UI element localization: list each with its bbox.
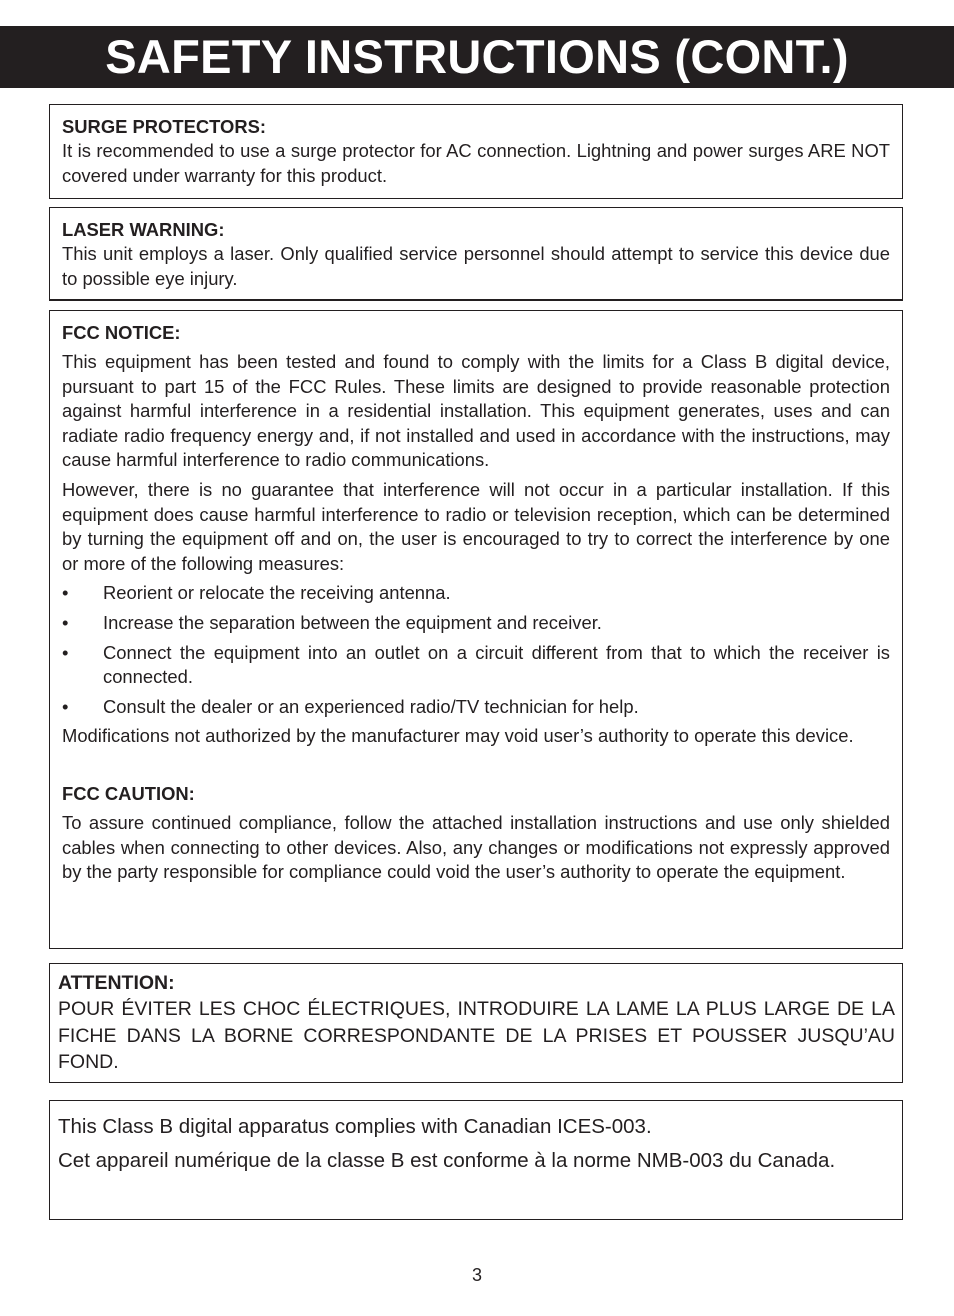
list-item	[62, 695, 890, 720]
surge-protectors-text: It is recommended to use a surge protector for AC connection. Lightning and power surges ARE NOT covered under warranty for this product.	[62, 140, 890, 186]
list-item-text: Reorient or relocate the receiving antenna.	[103, 582, 451, 604]
list-item-text: Increase the separation between the equipment and receiver.	[103, 611, 602, 633]
fcc-notice-section	[49, 310, 903, 949]
bullet-icon: •	[62, 641, 69, 663]
attention-heading: ATTENTION:	[58, 972, 175, 994]
laser-warning-text: This unit employs a laser. Only qualified service personnel should attempt to service this device due to possible eye injury.	[62, 243, 890, 289]
fcc-notice-paragraph: This equipment has been tested and found to comply with the limits for a Class B digital device, pursuant to part 15 of the FCC Rules. These limits are designed to provide reasonable protection against harmful interference in a residential installation. This equipment generates, uses and can radiate radio frequency energy and, if not installed and used in accordance with the instructions, may cause harmful interference to radio communications.	[62, 351, 890, 471]
laser-warning-section	[49, 207, 903, 301]
modifications-text: Modifications not authorized by the manufacturer may void user’s authority to operate this device.	[62, 725, 854, 747]
bullet-icon: •	[62, 582, 69, 604]
list-item	[62, 581, 890, 606]
fcc-caution-text: To assure continued compliance, follow the attached installation instructions and use only shielded cables when connecting to other devices. Also, any changes or modifications not expressly approved by the party responsible for compliance could void the user’s authority to operate the equipment.	[62, 811, 890, 883]
bullet-icon: •	[62, 695, 69, 717]
canada-compliance-section	[49, 1100, 903, 1220]
page-number: 3	[471, 1265, 482, 1285]
list-item-text: Consult the dealer or an experienced radio/TV technician for help.	[103, 695, 639, 717]
list-item	[62, 641, 890, 690]
bullet-icon: •	[62, 611, 69, 633]
measures-list	[62, 581, 890, 719]
fcc-notice-heading: FCC NOTICE:	[62, 322, 181, 343]
attention-text: POUR ÉVITER LES CHOC ÉLECTRIQUES, INTRODUIRE LA LAME LA PLUS LARGE DE LA FICHE DANS LA BORNE CORRESPONDANTE DE LA PRISES ET POUSSER JUSQU’AU FOND.	[58, 998, 895, 1073]
list-item	[62, 611, 890, 636]
list-item-text: Connect the equipment into an outlet on a circuit different from that to which the receiver is connected.	[103, 641, 890, 688]
canada-french-text: Cet appareil numérique de la classe B est conforme à la norme NMB-003 du Canada.	[58, 1148, 836, 1172]
page-title: SAFETY INSTRUCTIONS (CONT.)	[0, 26, 954, 88]
fcc-notice-paragraph: However, there is no guarantee that interference will not occur in a particular installation. If this equipment does cause harmful interference to radio or television reception, which can be determined by turning the equipment off and on, the user is encouraged to try to correct the interference by one or more of the following measures:	[62, 478, 890, 574]
surge-protectors-heading: SURGE PROTECTORS:	[62, 116, 267, 137]
attention-section	[49, 963, 903, 1083]
canada-english-text: This Class B digital apparatus complies with Canadian ICES-003.	[58, 1115, 652, 1138]
laser-warning-heading: LASER WARNING:	[62, 219, 225, 240]
surge-protectors-section	[49, 104, 903, 199]
fcc-caution-heading: FCC CAUTION:	[62, 782, 195, 804]
